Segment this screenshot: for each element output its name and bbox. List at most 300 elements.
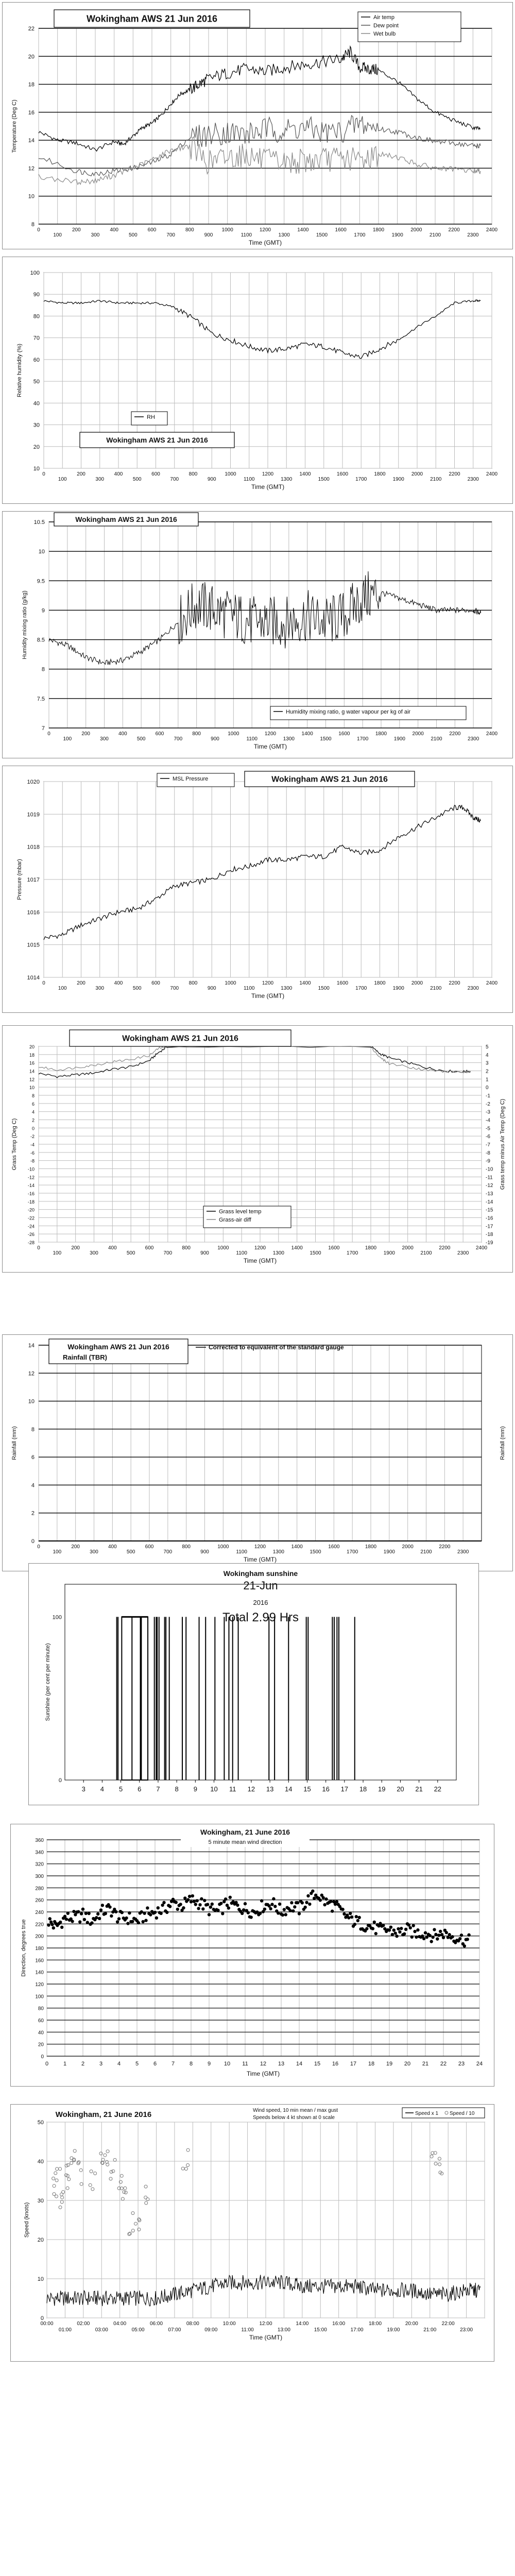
direction-point <box>236 1904 239 1907</box>
direction-point <box>395 1935 398 1938</box>
chart-total: Total 2.99 Hrs <box>222 1611 299 1624</box>
direction-point <box>227 1906 230 1909</box>
x-tick-label: 2200 <box>439 1544 451 1550</box>
x-tick-label: 0 <box>37 1245 40 1251</box>
x-tick-label: 2200 <box>449 980 460 986</box>
direction-point <box>63 1915 66 1918</box>
direction-point <box>80 1912 83 1915</box>
direction-point <box>155 1917 158 1920</box>
y-tick-label: 4 <box>31 1109 35 1115</box>
x-tick-label: 900 <box>207 986 216 991</box>
x-tick-label: 1500 <box>316 232 328 238</box>
y-tick-label: 9.5 <box>37 578 45 585</box>
x-axis-label: Time (GMT) <box>251 992 285 999</box>
direction-point <box>108 1905 111 1908</box>
x-tick-label: 2400 <box>475 1245 488 1251</box>
legend-entry: Wet bulb <box>373 31 396 37</box>
chart-title: Wokingham, 21 June 2016 <box>55 2110 152 2119</box>
direction-point <box>355 1915 358 1918</box>
x-tick-label: 1600 <box>328 1544 340 1550</box>
x-tick-label: 1700 <box>354 232 366 238</box>
x-tick-label: 200 <box>72 227 81 233</box>
x-tick-label: 400 <box>114 980 123 986</box>
direction-point <box>48 1917 52 1920</box>
x-tick-label: 19:00 <box>387 2327 400 2333</box>
y-tick-label: 0 <box>41 2054 44 2060</box>
x-tick-label: 1300 <box>278 232 290 238</box>
x-tick-label: 2100 <box>429 232 441 238</box>
x-tick-label: 4 <box>117 2061 121 2067</box>
y-axis-label: Speed (knots) <box>24 2202 30 2238</box>
x-tick-label: 1500 <box>310 1250 321 1256</box>
x-tick-label: 1200 <box>254 1245 266 1251</box>
x-tick-label: 13 <box>278 2061 285 2067</box>
direction-point <box>208 1913 211 1916</box>
x-tick-label: 9 <box>193 1785 197 1793</box>
direction-point <box>194 1903 197 1906</box>
direction-point <box>410 1936 414 1939</box>
x-tick-label: 12 <box>260 2061 267 2067</box>
direction-point <box>281 1913 284 1917</box>
direction-point <box>324 1897 328 1901</box>
direction-point <box>388 1928 391 1931</box>
x-tick-label: 1200 <box>262 471 274 477</box>
direction-point <box>131 1920 134 1923</box>
x-tick-label: 1 <box>63 2061 67 2067</box>
x-tick-label: 600 <box>147 227 157 233</box>
y-tick-label: 1019 <box>27 811 40 818</box>
direction-point <box>188 1895 191 1898</box>
x-tick-label: 08:00 <box>186 2321 199 2327</box>
x-tick-label: 900 <box>211 736 219 742</box>
x-tick-label: 1300 <box>281 477 293 482</box>
direction-point <box>146 1906 149 1909</box>
y-tick-label: 40 <box>33 400 40 407</box>
y-tick-label: 260 <box>35 1897 44 1904</box>
legend-entry: Grass level temp <box>219 1209 262 1215</box>
y-tick-label: 100 <box>35 1994 44 2000</box>
x-tick-label: 100 <box>53 1549 62 1555</box>
direction-point <box>353 1923 356 1926</box>
direction-point <box>291 1909 295 1912</box>
x-tick-label: 200 <box>81 731 91 737</box>
y-tick-label-right: -14 <box>486 1199 493 1205</box>
y-tick-label-right: 4 <box>486 1052 489 1058</box>
y-tick-label: 50 <box>33 379 40 385</box>
x-tick-label: 20 <box>404 2061 411 2067</box>
y-tick-label: 6 <box>31 1454 35 1461</box>
y-tick-label-right: -17 <box>486 1224 493 1230</box>
y-tick-label-right: -3 <box>486 1109 490 1115</box>
x-tick-label: 21 <box>422 2061 429 2067</box>
y-tick-label: 1018 <box>27 844 40 851</box>
x-tick-label: 400 <box>118 731 127 737</box>
direction-point <box>296 1901 299 1904</box>
direction-point <box>203 1899 206 1902</box>
x-tick-label: 0 <box>42 471 45 477</box>
y-tick-label: -24 <box>27 1224 35 1229</box>
direction-point <box>221 1912 224 1915</box>
y-tick-label: 2 <box>31 1510 35 1517</box>
x-tick-label: 600 <box>151 471 160 477</box>
x-tick-label: 11:00 <box>241 2327 254 2333</box>
direction-point <box>308 1903 311 1906</box>
x-tick-label: 15:00 <box>314 2327 327 2333</box>
direction-point <box>179 1903 182 1906</box>
x-tick-label: 19 <box>386 2061 393 2067</box>
x-tick-label: 16 <box>332 2061 339 2067</box>
x-tick-label: 2200 <box>449 731 461 737</box>
y-tick-label: 10.5 <box>33 519 45 526</box>
direction-point <box>229 1896 232 1899</box>
x-tick-label: 12 <box>247 1785 255 1793</box>
x-tick-label: 1700 <box>357 736 369 742</box>
direction-point <box>358 1916 361 1919</box>
y-tick-label: 6 <box>31 1101 35 1107</box>
x-tick-label: 1100 <box>236 1549 247 1555</box>
direction-point <box>301 1901 304 1904</box>
direction-point <box>128 1911 131 1914</box>
x-tick-label: 13 <box>266 1785 274 1793</box>
y-tick-label-right: -8 <box>486 1150 490 1156</box>
x-axis-label: Time (GMT) <box>246 2070 280 2077</box>
y-tick-label-right: 3 <box>486 1060 489 1066</box>
y-tick-label-right: 5 <box>486 1044 489 1050</box>
x-tick-label: 1200 <box>264 731 277 737</box>
direction-point <box>434 1933 437 1936</box>
direction-point <box>143 1912 146 1915</box>
x-tick-label: 900 <box>207 477 216 482</box>
legend-entry: Speed x 1 <box>415 2111 439 2116</box>
x-tick-label: 15 <box>314 2061 321 2067</box>
x-tick-label: 0 <box>37 227 40 233</box>
x-tick-label: 2000 <box>411 471 423 477</box>
y-axis-label-right: Rainfall (mm) <box>500 1426 506 1460</box>
y-tick-label: 18 <box>28 81 35 88</box>
x-tick-label: 1900 <box>383 1549 395 1555</box>
x-tick-label: 02:00 <box>77 2321 90 2327</box>
direction-point <box>331 1909 334 1912</box>
x-tick-label: 1100 <box>236 1250 247 1256</box>
direction-point <box>168 1905 171 1908</box>
legend-entry: Dew point <box>373 23 399 29</box>
y-tick-label: 8 <box>31 1426 35 1433</box>
legend-entry: Speed / 10 <box>450 2111 475 2116</box>
direction-point <box>416 1928 419 1931</box>
x-tick-label: 05:00 <box>131 2327 145 2333</box>
direction-point <box>415 1936 418 1939</box>
x-tick-label: 800 <box>185 227 194 233</box>
y-tick-label: 8 <box>31 1093 35 1098</box>
x-tick-label: 22:00 <box>441 2321 455 2327</box>
y-axis-label: Relative humidity (%) <box>16 344 23 397</box>
y-tick-label: 14 <box>29 1069 35 1074</box>
x-tick-label: 1700 <box>355 477 367 482</box>
y-axis-label: Sunshine (per cent per minute) <box>45 1643 51 1721</box>
y-tick-label: 160 <box>35 1958 44 1964</box>
x-tick-label: 1300 <box>272 1250 284 1256</box>
y-tick-label: 10 <box>29 1085 35 1091</box>
y-tick-label: 1016 <box>27 909 40 916</box>
direction-point <box>371 1927 374 1930</box>
legend-entry: RH <box>147 414 155 420</box>
direction-point <box>197 1907 200 1910</box>
x-tick-label: 1200 <box>262 980 274 986</box>
direction-point <box>341 1908 344 1911</box>
y-tick-label: 70 <box>33 335 40 342</box>
y-tick-label: -4 <box>30 1142 35 1147</box>
y-tick-label: -22 <box>27 1215 35 1221</box>
y-tick-label: 40 <box>37 2159 44 2165</box>
x-tick-label: 400 <box>108 1245 117 1251</box>
direction-point <box>66 1912 70 1915</box>
y-tick-label: 10 <box>33 466 40 472</box>
x-tick-label: 300 <box>95 986 105 991</box>
direction-point <box>140 1910 143 1913</box>
x-tick-label: 800 <box>182 1544 191 1550</box>
chart-title: Wokingham AWS 21 Jun 2016 <box>122 1034 238 1043</box>
y-tick-label: 80 <box>38 2006 44 2012</box>
x-tick-label: 04:00 <box>113 2321 127 2327</box>
x-tick-label: 00:00 <box>40 2321 54 2327</box>
x-axis-label: Time (GMT) <box>253 743 287 750</box>
direction-point <box>389 1926 392 1929</box>
y-tick-label: -18 <box>27 1199 35 1205</box>
direction-point <box>349 1912 352 1915</box>
y-tick-label-right: -9 <box>486 1158 490 1164</box>
direction-point <box>283 1908 286 1911</box>
y-axis-label: Rainfall (mm) <box>11 1426 18 1460</box>
chart-subtitle: Wind speed, 10 min mean / max gust <box>253 2108 338 2113</box>
direction-point <box>200 1897 203 1901</box>
y-tick-label: 16 <box>29 1060 35 1066</box>
direction-point <box>365 1927 368 1930</box>
x-tick-label: 200 <box>71 1245 80 1251</box>
x-tick-label: 200 <box>77 980 85 986</box>
y-tick-label: -14 <box>27 1183 35 1189</box>
x-tick-label: 1400 <box>299 980 311 986</box>
x-tick-label: 1100 <box>243 477 255 482</box>
x-tick-label: 200 <box>71 1544 80 1550</box>
x-tick-label: 11 <box>229 1785 236 1793</box>
x-tick-label: 1000 <box>228 731 239 737</box>
chart-title: Wokingham sunshine <box>223 1569 298 1578</box>
direction-point <box>322 1896 325 1899</box>
x-tick-label: 0 <box>45 2061 49 2067</box>
x-tick-label: 1600 <box>328 1245 340 1251</box>
x-tick-label: 2300 <box>467 232 479 238</box>
y-tick-label-right: -5 <box>486 1126 490 1132</box>
direction-point <box>304 1906 307 1909</box>
x-tick-label: 100 <box>58 477 67 482</box>
x-tick-label: 23 <box>458 2061 465 2067</box>
y-tick-label: 14 <box>28 138 35 144</box>
y-tick-label: 120 <box>35 1982 44 1988</box>
y-tick-label-right: 0 <box>486 1085 489 1091</box>
direction-point <box>425 1936 428 1939</box>
x-tick-label: 500 <box>126 1250 135 1256</box>
direction-point <box>81 1908 84 1911</box>
x-tick-label: 06:00 <box>149 2321 163 2327</box>
x-tick-label: 13:00 <box>277 2327 290 2333</box>
y-tick-label: 320 <box>35 1861 44 1868</box>
direction-point <box>270 1903 273 1906</box>
y-tick-label: -10 <box>27 1166 35 1172</box>
y-tick-label-right: -11 <box>486 1175 493 1181</box>
x-tick-label: 1200 <box>254 1544 266 1550</box>
x-tick-label: 1600 <box>338 731 350 737</box>
legend-entry: Air temp <box>373 14 394 21</box>
x-tick-label: 07:00 <box>168 2327 181 2333</box>
direction-point <box>458 1937 461 1940</box>
x-tick-label: 2000 <box>411 980 423 986</box>
x-tick-label: 1000 <box>217 1245 229 1251</box>
direction-point <box>121 1911 124 1914</box>
x-tick-label: 10:00 <box>222 2321 236 2327</box>
direction-point <box>306 1894 310 1897</box>
x-tick-label: 4 <box>100 1785 104 1793</box>
y-tick-label: 20 <box>28 54 35 60</box>
direction-point <box>175 1901 178 1904</box>
x-tick-label: 18:00 <box>368 2321 382 2327</box>
y-tick-label-right: 1 <box>486 1077 489 1083</box>
x-tick-label: 0 <box>47 731 50 737</box>
y-tick-label: -28 <box>27 1240 35 1245</box>
direction-point <box>403 1933 406 1936</box>
y-tick-label-right: -12 <box>486 1183 493 1189</box>
x-tick-label: 1500 <box>320 736 332 742</box>
x-tick-label: 2100 <box>420 1250 432 1256</box>
x-tick-label: 8 <box>189 2061 193 2067</box>
x-tick-label: 1600 <box>336 980 349 986</box>
x-tick-label: 1400 <box>297 227 309 233</box>
x-tick-label: 1800 <box>372 227 385 233</box>
direction-point <box>247 1911 250 1914</box>
y-tick-label: 0 <box>31 1126 35 1131</box>
direction-point <box>99 1908 102 1911</box>
chart-note: Speeds below 4 kt shown at 0 scale <box>253 2115 335 2121</box>
chart-title: Wokingham AWS 21 Jun 2016 <box>271 775 388 784</box>
x-tick-label: 9 <box>207 2061 211 2067</box>
direction-point <box>126 1922 129 1925</box>
y-tick-label: 1015 <box>27 942 40 948</box>
direction-point <box>72 1910 75 1913</box>
x-tick-label: 8 <box>175 1785 179 1793</box>
x-tick-label: 0 <box>37 1544 40 1550</box>
x-tick-label: 7 <box>156 1785 160 1793</box>
direction-point <box>442 1936 445 1939</box>
x-tick-label: 700 <box>174 736 183 742</box>
direction-point <box>116 1920 119 1923</box>
chart-title: Wokingham AWS 21 Jun 2016 <box>67 1343 169 1351</box>
x-tick-label: 400 <box>110 227 119 233</box>
x-tick-label: 21 <box>415 1785 423 1793</box>
direction-point <box>71 1920 74 1923</box>
direction-point <box>101 1904 104 1907</box>
direction-point <box>430 1940 433 1943</box>
chart-subtitle: 21-Jun <box>243 1579 278 1592</box>
direction-point <box>437 1934 440 1937</box>
y-tick-label: -2 <box>30 1134 35 1140</box>
chart-subtitle: Rainfall (TBR) <box>63 1353 107 1361</box>
direction-point <box>373 1921 376 1924</box>
x-tick-label: 700 <box>166 232 176 238</box>
direction-point <box>436 1937 439 1940</box>
y-tick-label: 340 <box>35 1850 44 1856</box>
x-tick-label: 10 <box>210 1785 218 1793</box>
x-tick-label: 2100 <box>431 736 442 742</box>
pressure-chart <box>2 766 513 1013</box>
y-tick-label-right: -16 <box>486 1215 493 1222</box>
x-tick-label: 1100 <box>243 986 255 991</box>
direction-point <box>451 1935 454 1938</box>
direction-point <box>88 1912 91 1915</box>
y-tick-label: 18 <box>29 1052 35 1058</box>
x-tick-label: 300 <box>100 736 109 742</box>
grass-temp-chart <box>2 1025 513 1273</box>
direction-point <box>290 1901 293 1904</box>
y-tick-label: 9 <box>41 607 45 614</box>
x-axis-label: Time (GMT) <box>243 1556 277 1563</box>
x-tick-label: 2300 <box>467 477 479 482</box>
direction-point <box>428 1934 432 1937</box>
y-tick-label: -12 <box>27 1175 35 1180</box>
x-tick-label: 1200 <box>259 227 271 233</box>
x-tick-label: 1700 <box>355 986 367 991</box>
y-tick-label: 20 <box>38 2042 44 2048</box>
x-tick-label: 15 <box>303 1785 311 1793</box>
y-tick-label: 14 <box>28 1343 35 1349</box>
legend-entry: Humidity mixing ratio, g water vapour per kg of air <box>286 709 411 715</box>
rainfall-chart <box>2 1334 513 1571</box>
y-tick-label: 4 <box>31 1482 35 1489</box>
direction-point <box>394 1931 397 1935</box>
x-tick-label: 100 <box>58 986 67 991</box>
direction-point <box>329 1900 332 1903</box>
x-tick-label: 5 <box>118 1785 123 1793</box>
x-tick-label: 500 <box>136 736 146 742</box>
legend-entry: Corrected to equivalent of the standard gauge <box>209 1344 344 1351</box>
y-tick-label: 360 <box>35 1838 44 1843</box>
direction-point <box>305 1901 308 1904</box>
y-tick-label: 8.5 <box>37 637 45 643</box>
x-tick-label: 600 <box>145 1544 154 1550</box>
direction-point <box>98 1917 101 1920</box>
x-tick-label: 1700 <box>347 1250 358 1256</box>
x-tick-label: 2300 <box>457 1250 469 1256</box>
direction-point <box>47 1923 50 1926</box>
x-tick-label: 400 <box>114 471 123 477</box>
x-tick-label: 1800 <box>374 980 386 986</box>
x-tick-label: 1300 <box>272 1549 284 1555</box>
direction-point <box>250 1916 253 1919</box>
direction-point <box>125 1917 128 1920</box>
x-tick-label: 5 <box>135 2061 139 2067</box>
x-tick-label: 1800 <box>374 471 386 477</box>
direction-point <box>404 1928 407 1931</box>
direction-point <box>60 1926 63 1929</box>
direction-point <box>190 1900 193 1903</box>
legend-entry: MSL Pressure <box>173 776 209 782</box>
x-tick-label: 20:00 <box>405 2321 418 2327</box>
x-tick-label: 1300 <box>283 736 295 742</box>
x-tick-label: 600 <box>155 731 164 737</box>
direction-point <box>424 1931 427 1934</box>
direction-point <box>216 1909 219 1912</box>
chart-title: Wokingham AWS 21 Jun 2016 <box>75 515 177 523</box>
direction-point <box>293 1905 296 1908</box>
y-tick-label: 0 <box>31 1538 35 1545</box>
